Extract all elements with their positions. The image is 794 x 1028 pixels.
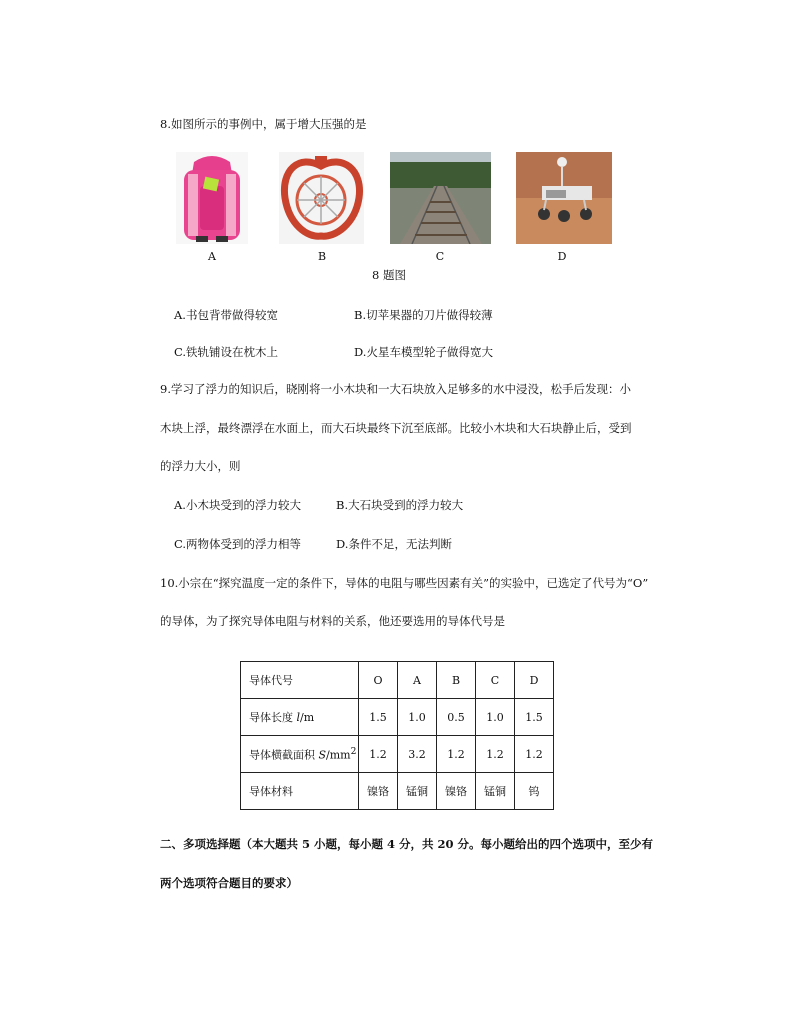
table-cell: 1.0 [476,699,515,736]
table-cell: 1.0 [398,699,437,736]
mars-rover-photo-icon [516,152,612,244]
row-header-unit: /m [300,711,315,724]
q9-line-2: 木块上浮，最终漂浮在水面上，而大石块最终下沉至底部。比较小木块和大石块静止后，受到 [160,421,632,435]
table-cell: 钨 [515,773,554,810]
q8-option-c: C.铁轨铺设在枕木上 [174,345,279,359]
table-cell: C [476,662,515,699]
conductor-table [240,661,554,810]
row-header: 导体代号 [241,662,359,699]
row-header-text: 导体长度 [249,711,297,724]
area-variable: S [318,748,327,762]
table-cell: O [359,662,398,699]
table-cell: 1.5 [515,699,554,736]
table-cell: 1.5 [359,699,398,736]
length-variable: l [296,711,301,724]
table-cell: 镍铬 [437,773,476,810]
table-cell: 锰铜 [398,773,437,810]
table-cell: B [437,662,476,699]
q9-option-a: A.小木块受到的浮力较大 [174,498,301,512]
table-cell: 锰铜 [476,773,515,810]
image-label-b: B [317,250,327,263]
row-header: 导体材料 [241,773,359,810]
q10-line-1: 10.小宗在“探究温度一定的条件下，导体的电阻与哪些因素有关”的实验中，已选定了代号为“O” [160,576,649,590]
row-header [241,736,359,773]
figure-caption: 8 题图 [372,268,406,282]
table-row [241,662,554,699]
row-header [241,699,359,736]
unit-exponent: 2 [350,745,357,757]
image-label-c: C [435,250,445,263]
section-2-heading-line-2: 两个选项符合题目的要求） [160,876,298,890]
q8-option-a: A.书包背带做得较宽 [174,308,278,322]
table-cell: 1.2 [476,736,515,773]
q9-line-1: 9.学习了浮力的知识后，晓刚将一小木块和一大石块放入足够多的水中浸没，松手后发现：小 [160,382,631,396]
railway-track-photo-icon [390,152,491,244]
table-cell: 1.2 [515,736,554,773]
q10-line-2: 的导体，为了探究导体电阻与材料的关系，他还要选用的导体代号是 [160,614,505,628]
row-header-text: 导体横截面积 [249,748,319,762]
section-2-heading: 二、多项选择题（本大题共 5 小题，每小题 4 分，共 20 分。每小题给出的四个选项中，至少有 [160,837,654,851]
question-8-stem: 8.如图所示的事例中，属于增大压强的是 [160,117,367,131]
image-label-d: D [557,250,567,263]
image-label-a: A [208,250,216,263]
table-row [241,773,554,810]
table-cell: A [398,662,437,699]
backpack-photo-icon [176,152,248,244]
table-cell: 1.2 [359,736,398,773]
table-cell: D [515,662,554,699]
table-cell: 3.2 [398,736,437,773]
table-row [241,699,554,736]
q9-option-b: B.大石块受到的浮力较大 [336,498,464,512]
fruit-cutter-photo-icon [279,152,364,244]
q9-line-3: 的浮力大小，则 [160,459,241,473]
table-cell: 1.2 [437,736,476,773]
table-cell: 镍铬 [359,773,398,810]
table-row [241,736,554,773]
row-header-unit: /mm [326,748,351,762]
q9-option-c: C.两物体受到的浮力相等 [174,537,302,551]
q8-option-d: D.火星车模型轮子做得宽大 [354,345,493,359]
table-cell: 0.5 [437,699,476,736]
q9-option-d: D.条件不足，无法判断 [336,537,452,551]
q8-option-b: B.切苹果器的刀片做得较薄 [354,308,493,322]
